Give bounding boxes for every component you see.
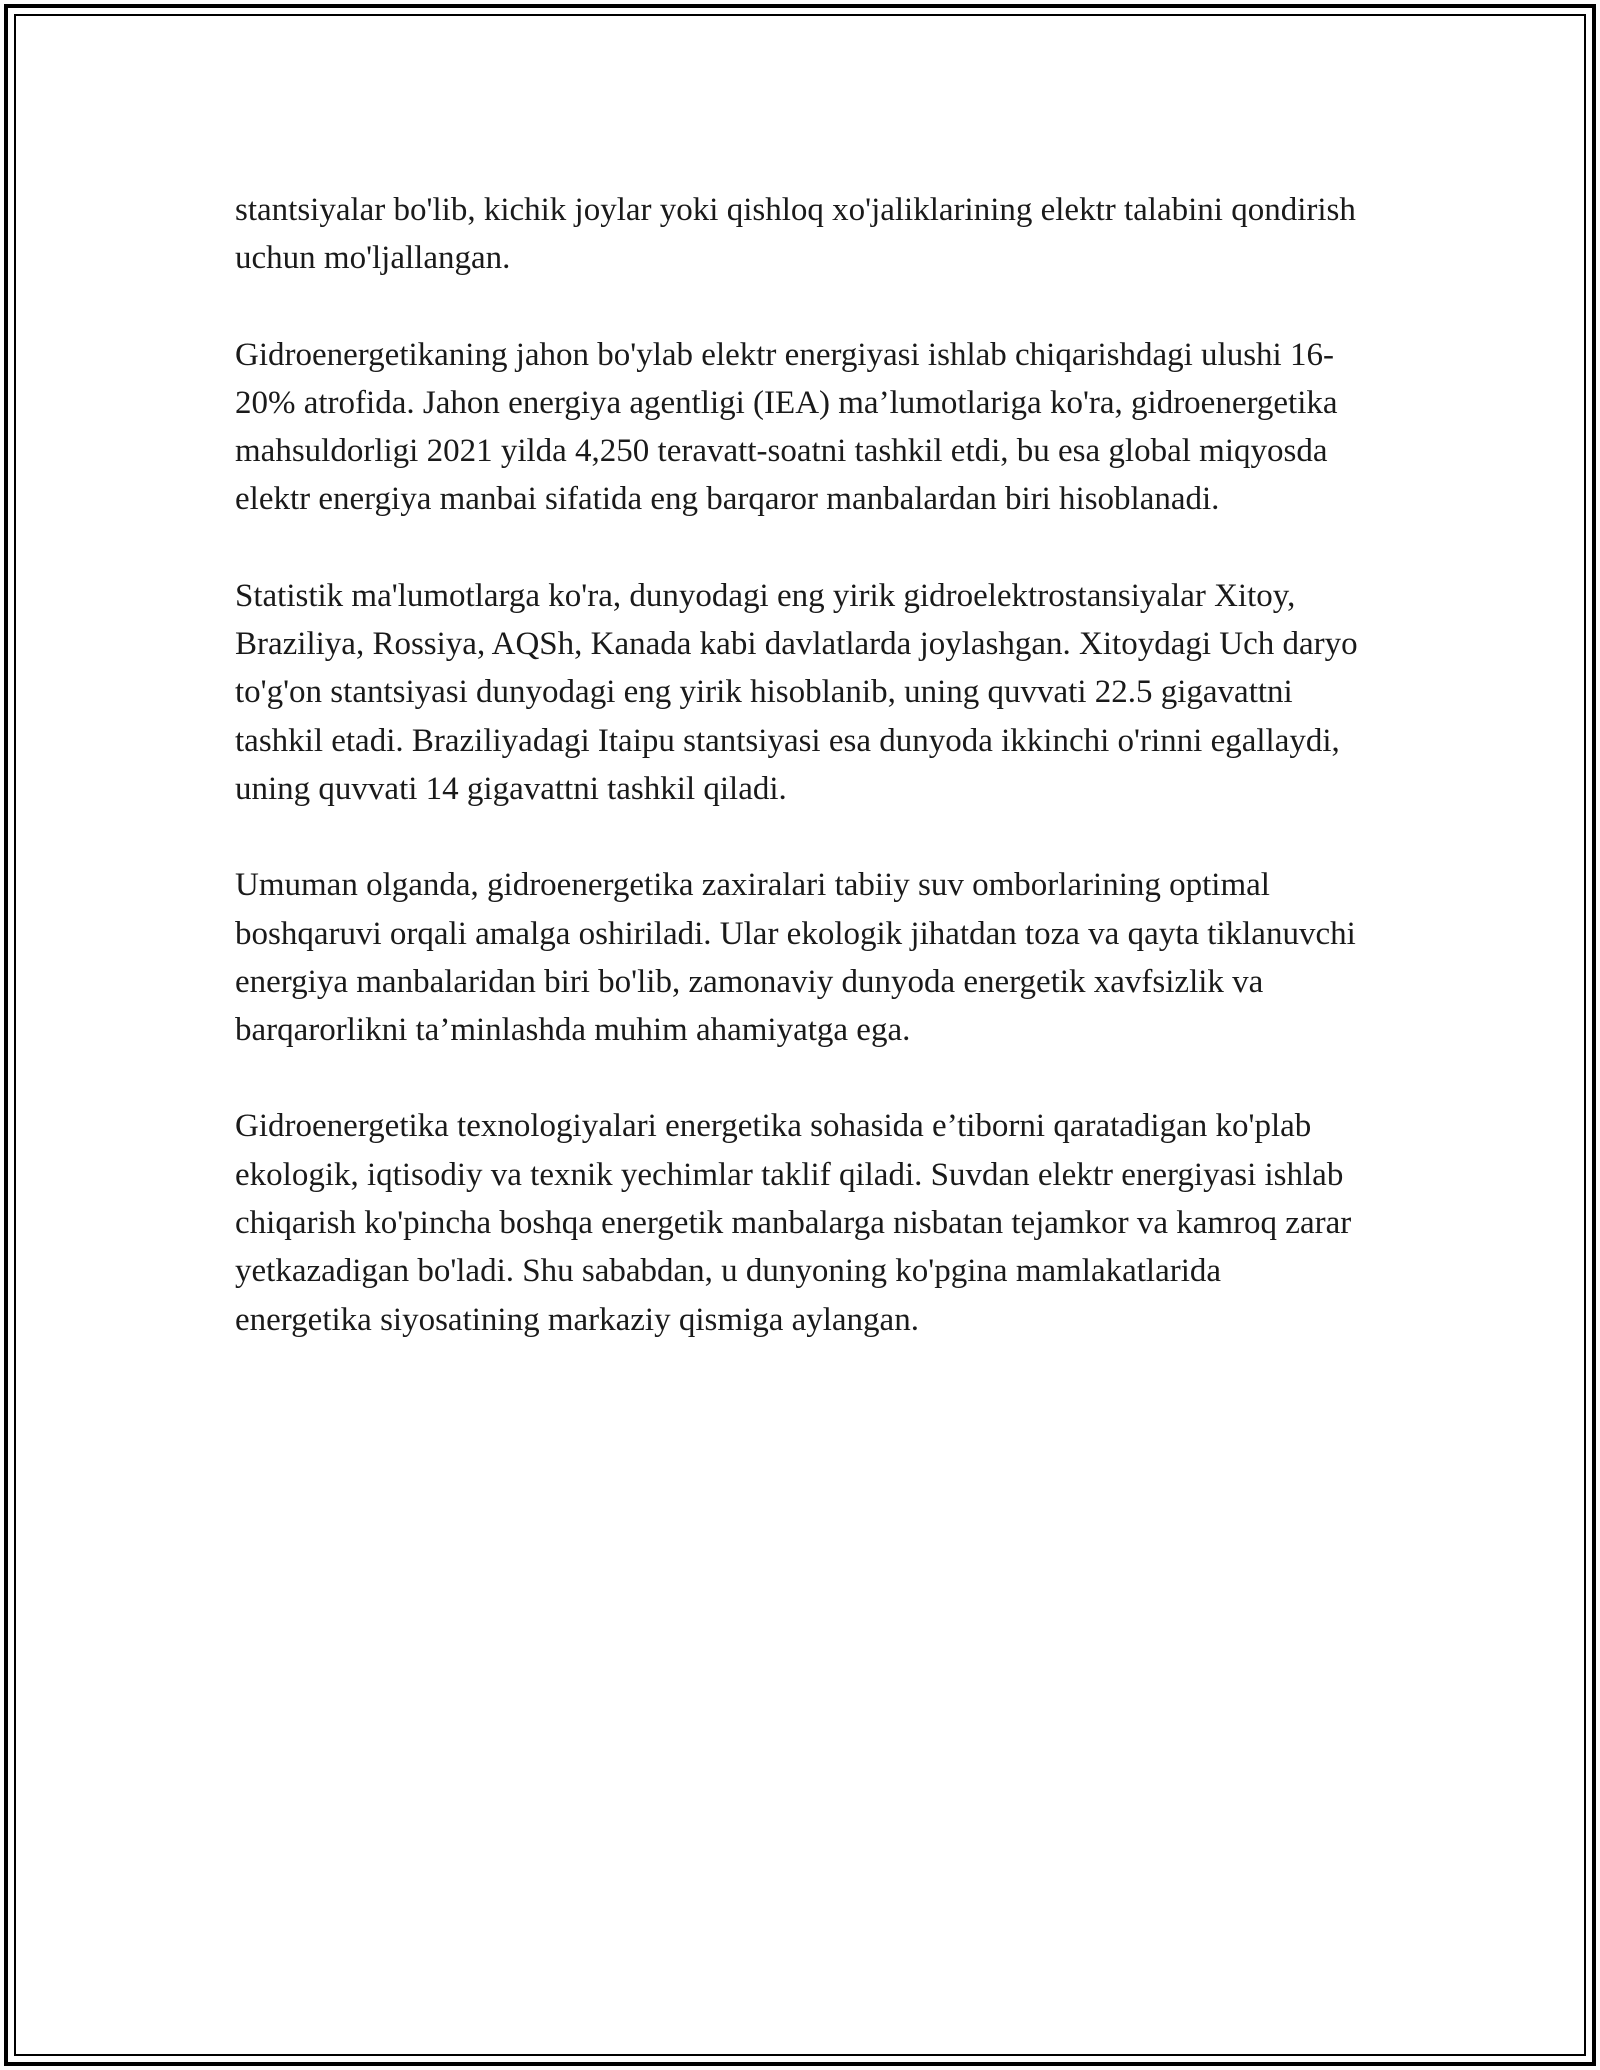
paragraph-3: Statistik ma'lumotlarga ko'ra, dunyodagi eng yirik gidroelektrostansiyalar Xitoy, Braziliya, Rossiya, AQSh, Kanada kabi davlatlarda joylashgan. Xitoydagi Uch daryo to'g'on stantsiyasi dunyodagi eng yirik hisoblanib, uning quvvati 22.5 gigavattni tashkil etadi. Braziliyadagi Itaipu stantsiyasi esa dunyoda ikkinchi o'rinni egallaydi, uning quvvati 14 gigavattni tashkil qiladi. <box>235 577 1358 807</box>
paragraph-5: Gidroenergetika texnologiyalari energetika sohasida e’tiborni qaratadigan ko'plab ekologik, iqtisodiy va texnik yechimlar taklif qiladi. Suvdan elektr energiyasi ishlab chiqarish ko'pincha boshqa energetik manbalarga nisbatan tejamkor va kamroq zarar yetkazadigan bo'ladi. Shu sababdan, u dunyoning ko'pgina mamlakatlarida energetika siyosatining markaziy qismiga aylangan. <box>235 1108 1352 1338</box>
paragraph-1: stantsiyalar bo'lib, kichik joylar yoki qishloq xo'jaliklarining elektr talabini qondirish uchun mo'ljallangan. <box>235 192 1356 277</box>
document-body <box>235 186 1365 1392</box>
paragraph-4: Umuman olganda, gidroenergetika zaxiralari tabiiy suv omborlarining optimal boshqaruvi orqali amalga oshiriladi. Ular ekologik jihatdan toza va qayta tiklanuvchi energiya manbalaridan biri bo'lib, zamonaviy dunyoda energetik xavfsizlik va barqarorlikni ta’minlashda muhim ahamiyatga ega. <box>235 867 1356 1049</box>
paragraph-2: Gidroenergetikaning jahon bo'ylab elektr energiyasi ishlab chiqarishdagi ulushi 16-20% atrofida. Jahon energiya agentligi (IEA) ma’lumotlariga ko'ra, gidroenergetika mahsuldorligi 2021 yilda 4,250 teravatt-soatni tashkil etdi, bu esa global miqyosda elektr energiya manbai sifatida eng barqaror manbalardan biri hisoblanadi. <box>235 336 1338 518</box>
